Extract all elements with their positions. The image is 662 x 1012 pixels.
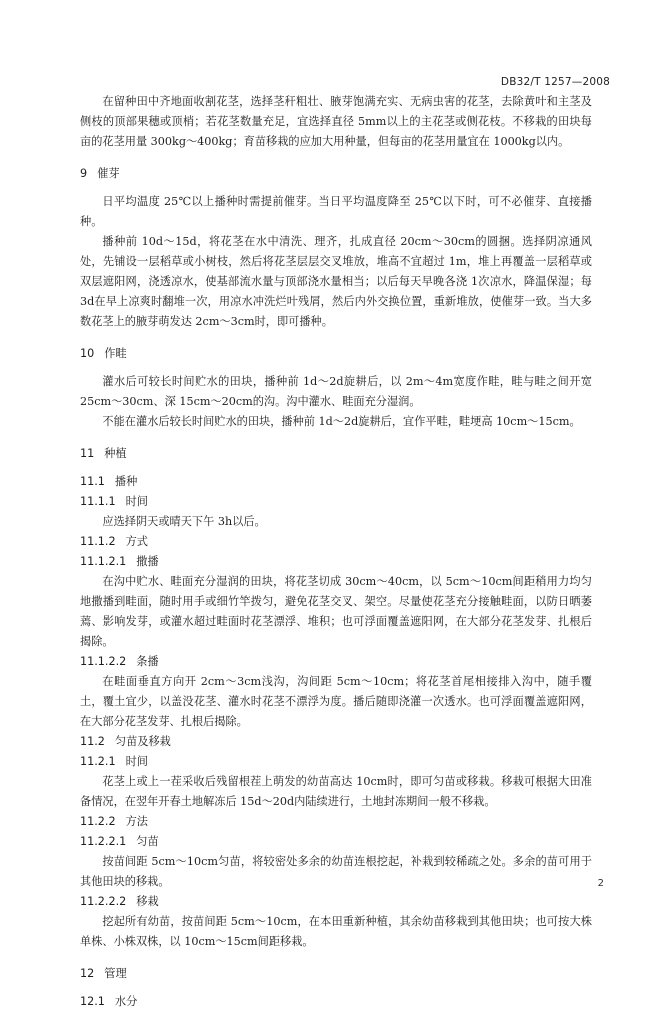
heading-10-number: 10	[80, 347, 95, 360]
heading-11-number: 11	[80, 447, 95, 460]
heading-9-title: 催芽	[97, 167, 120, 180]
heading-11-1-2-1-title: 撒播	[136, 555, 159, 568]
heading-11-2-1-title: 时间	[125, 755, 148, 768]
heading-11-1-1-title: 时间	[125, 495, 148, 508]
paragraph-11-2-1: 花茎上或上一茬采收后残留根茬上萌发的幼苗高达 10cm时，即可匀苗或移栽。移栽可根据大田准备情况，在翌年开春土地解冻后 15d～20d内陆续进行，土地封冻期间一般不移栽。	[80, 775, 592, 808]
heading-11-1-number: 11.1	[80, 475, 105, 488]
heading-11-2-1-number: 11.2.1	[80, 755, 116, 768]
heading-11-1	[80, 472, 592, 492]
heading-11-1-2-2-title: 条播	[136, 655, 159, 668]
paragraph-11-1-2-2: 在畦面垂直方向开 2cm～3cm浅沟，沟间距 5cm～10cm；将花茎首尾相接排入沟中，随手覆土，覆土宜少，以盖没花茎、灌水时花茎不漂浮为度。播后随即浇灌一次透水。也可浮面覆盖遮阳网，在大部分花茎发芽、扎根后揭除。	[80, 675, 592, 728]
paragraph-10-2: 不能在灌水后较长时间贮水的田块，播种前 1d～2d旋耕后，宜作平畦，畦埂高 10cm～15cm。	[102, 415, 581, 428]
doc-code-header: DB32/T 1257—2008	[500, 76, 610, 88]
heading-12	[80, 964, 592, 984]
heading-11-2-2-number: 11.2.2	[80, 815, 116, 828]
heading-11-2-2-1-number: 11.2.2.1	[80, 835, 127, 848]
heading-11-1-2	[80, 532, 592, 552]
heading-11-1-2-1-number: 11.1.2.1	[80, 555, 127, 568]
heading-11-2-2-2-number: 11.2.2.2	[80, 895, 127, 908]
heading-11-2-2-2	[80, 892, 592, 912]
heading-11-1-2-number: 11.1.2	[80, 535, 116, 548]
heading-11-2-2-1-title: 匀苗	[136, 835, 159, 848]
paragraph-9-2: 播种前 10d～15d，将花茎在水中清洗、理齐，扎成直径 20cm～30cm的圆捆。选择阴凉通风处，先铺设一层稻草或小树枝，然后将花茎层层交叉堆放，堆高不宜超过 1m，堆上再覆盖一层稻草或双层遮阳网，浇透凉水，使基部流水量与顶部浇水量相当；以后每天早晚各浇 1次凉水，降温保湿；每 3d在早上凉爽时翻堆一次，用凉水冲洗烂叶残屑，然后内外交换位置，重新堆放，使催芽一致。当大多数花茎上的腋芽萌发达 2cm～3cm时，即可播种。	[80, 235, 592, 328]
paragraph-11-2-2-2: 挖起所有幼苗，按苗间距 5cm～10cm，在本田重新种植，其余幼苗移栽到其他田块；也可按大株单株、小株双株，以 10cm～15cm间距移栽。	[80, 915, 592, 948]
heading-12-title: 管理	[104, 967, 127, 980]
heading-11-2-title: 匀苗及移栽	[114, 735, 171, 748]
page-number: 2	[597, 878, 604, 889]
heading-11-2-2	[80, 812, 592, 832]
heading-11-1-2-2	[80, 652, 592, 672]
heading-12-1-number: 12.1	[80, 995, 105, 1008]
paragraph-10-1: 灌水后可较长时间贮水的田块，播种前 1d～2d旋耕后，以 2m～4m宽度作畦，畦与畦之间开宽25cm～30cm、深 15cm～20cm的沟。沟中灌水、畦面充分湿润。	[80, 375, 592, 408]
paragraph-intro: 在留种田中齐地面收割花茎，选择茎秆粗壮、腋芽饱满充实、无病虫害的花茎，去除黄叶和主茎及侧枝的顶部果穗或顶梢；若花茎数量充足，宜选择直径 5mm以上的主花茎或侧花枝。不移栽的田块每亩的花茎用量 300kg～400kg；育苗移栽的应加大用种量，但每亩的花茎用量宜在 1000kg以内。	[80, 95, 592, 148]
heading-11-2-2-2-title: 移栽	[136, 895, 159, 908]
heading-11-1-title: 播种	[114, 475, 138, 488]
heading-9	[80, 164, 592, 184]
heading-11-1-1-number: 11.1.1	[80, 495, 116, 508]
paragraph-11-2-2-1: 按苗间距 5cm～10cm匀苗，将较密处多余的幼苗连根挖起，补栽到较稀疏之处。多余的苗可用于其他田块的移栽。	[80, 855, 592, 888]
heading-11-title: 种植	[104, 447, 127, 460]
paragraph-11-1-1: 应选择阴天或晴天下午 3h以后。	[102, 515, 266, 528]
heading-9-number: 9	[80, 167, 88, 180]
heading-11-2-2-1	[80, 832, 592, 852]
heading-12-number: 12	[80, 967, 95, 980]
heading-12-1-title: 水分	[114, 995, 138, 1008]
heading-11-2-1	[80, 752, 592, 772]
heading-11-2	[80, 732, 592, 752]
heading-11-2-2-title: 方法	[125, 815, 148, 828]
heading-11-1-2-2-number: 11.1.2.2	[80, 655, 127, 668]
heading-10	[80, 344, 592, 364]
heading-11-1-2-1	[80, 552, 592, 572]
paragraph-11-1-2-1: 在沟中贮水、畦面充分湿润的田块，将花茎切成 30cm～40cm，以 5cm～10cm间距稍用力均匀地撒播到畦面，随时用手或细竹竿拨匀，避免花茎交叉、架空。尽量使花茎充分接触畦面，以防日晒萎蔫、影响发芽，或灌水超过畦面时花茎漂浮、堆积；也可浮面覆盖遮阳网，在大部分花茎发芽、扎根后揭除。	[80, 575, 592, 648]
heading-11-1-2-title: 方式	[125, 535, 148, 548]
heading-11-2-number: 11.2	[80, 735, 105, 748]
heading-10-title: 作畦	[104, 347, 127, 360]
heading-11	[80, 444, 592, 464]
heading-11-1-1	[80, 492, 592, 512]
paragraph-9-1: 日平均温度 25℃以上播种时需提前催芽。当日平均温度降至 25℃以下时，可不必催芽、直接播种。	[80, 195, 592, 228]
document-body	[80, 92, 592, 1012]
heading-12-1	[80, 992, 592, 1012]
